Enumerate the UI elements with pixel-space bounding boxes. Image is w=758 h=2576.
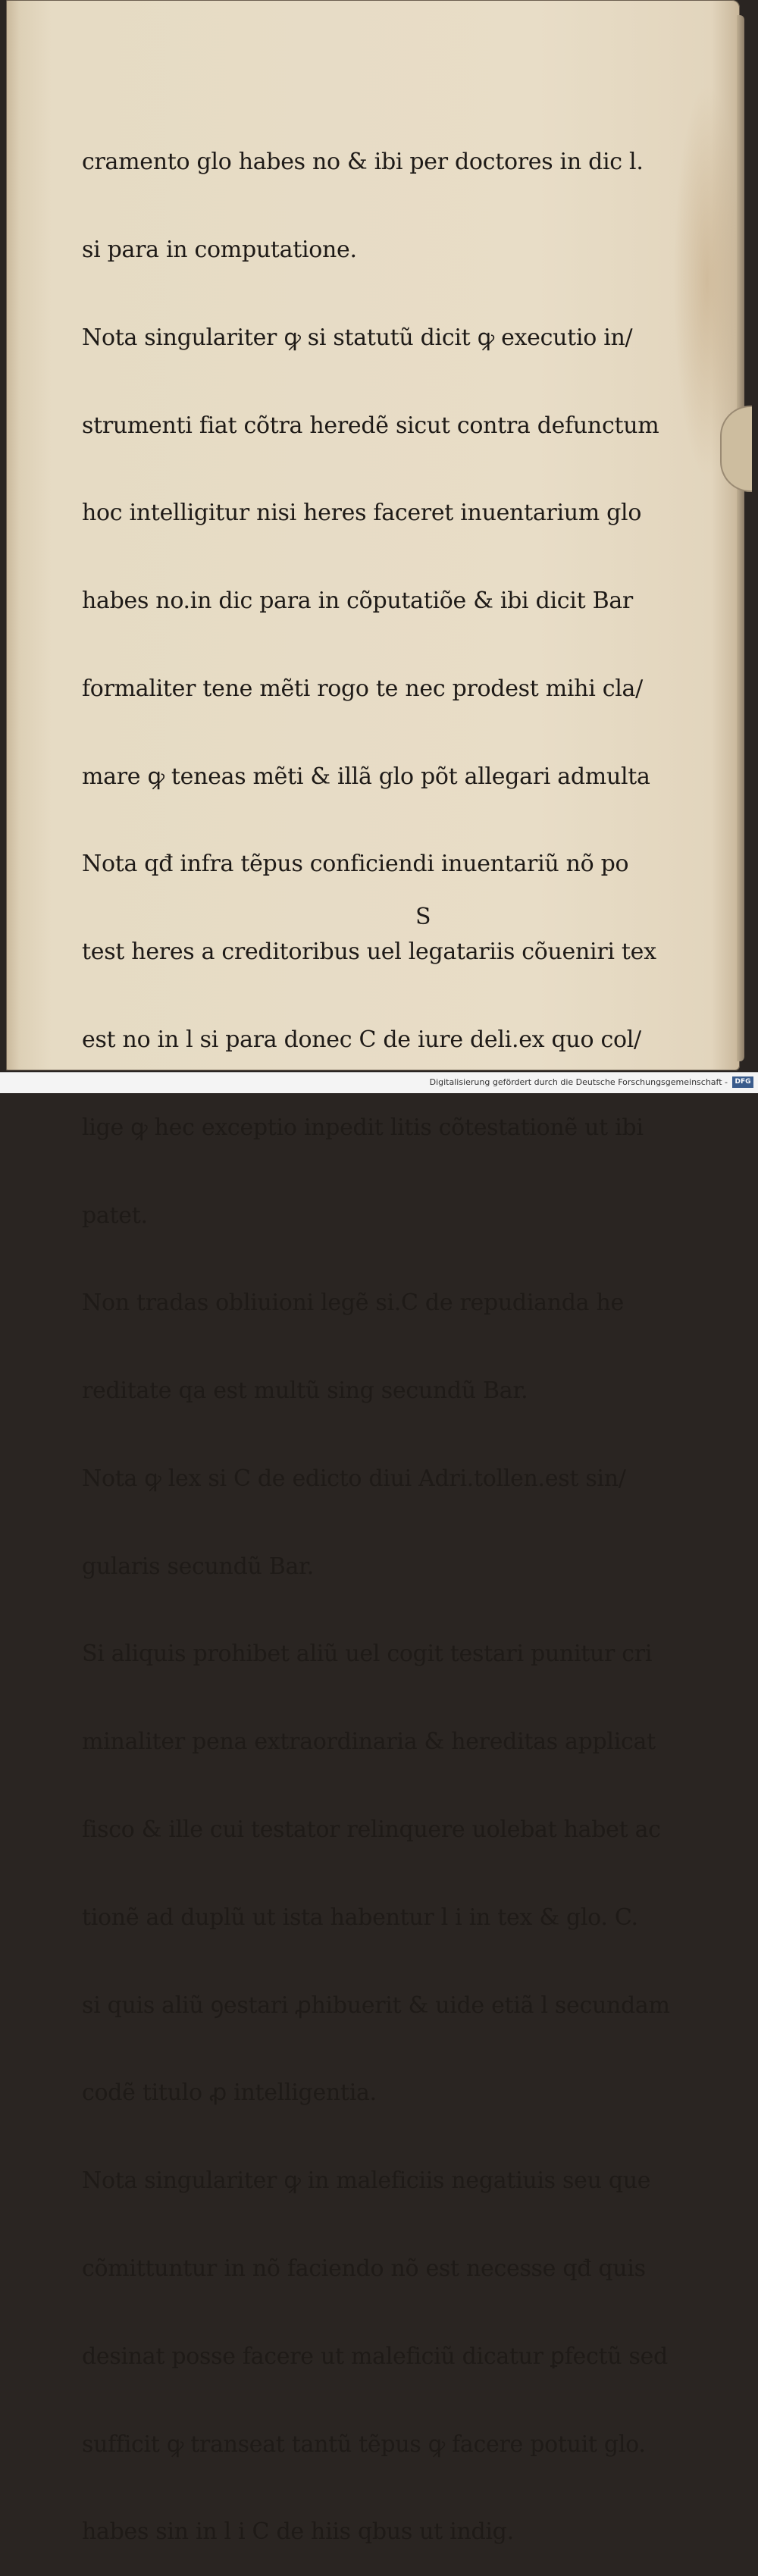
text-line: minaliter pena extraordinaria & hereditas applicat [82, 1728, 656, 1756]
signature-mark: S [415, 904, 431, 930]
text-line: Nota qđ infra tẽpus conficiendi inuentariũ nõ po [82, 851, 629, 878]
text-line: habes sin in l i C de hiis qbus ut indig. [82, 2518, 514, 2546]
text-line: est no in l si para donec C de iure deli.ex quo col/ [82, 1026, 641, 1053]
text-line: test heres a creditoribus uel legatariis cõueniri tex [82, 939, 656, 966]
text-line: si para in computatione. [82, 236, 357, 263]
text-line: Nota singulariter ꝙ si statutũ dicit ꝙ executio in/ [82, 324, 633, 351]
printed-text-block [82, 89, 670, 2576]
text-line: sufficit ꝙ transeat tantũ tẽpus ꝙ facere potuit glo. [82, 2430, 646, 2458]
text-line: hoc intelligitur nisi heres faceret inuentarium glo [82, 500, 642, 527]
text-line: gularis secundũ Bar. [82, 1553, 315, 1580]
text-line: patet. [82, 1202, 148, 1229]
text-line: codẽ titulo ꝓ intelligentia. [82, 2079, 377, 2107]
text-line: Nota ꝙ lex si C de edicto diui Adri.tollen.est sin/ [82, 1465, 626, 1492]
text-line: cõmittuntur in nõ faciendo nõ est necesse qđ quis [82, 2255, 646, 2282]
text-line: formaliter tene mẽti rogo te nec prodest mihi cla/ [82, 675, 643, 702]
text-line: cramento glo habes no & ibi per doctores in dic l. [82, 149, 644, 176]
page-tab-marker [720, 406, 752, 492]
text-line: fisco & ille cui testator relinquere uolebat habet ac [82, 1816, 661, 1844]
text-line: mare ꝙ teneas mẽti & illã glo põt allegari admulta [82, 763, 650, 790]
text-line: reditate qa est multũ sing secundũ Bar. [82, 1377, 528, 1405]
text-line: habes no.in dic para in cõputatiõe & ibi dicit Bar [82, 588, 633, 615]
text-line: si quis aliũ ꝯestari ꝓhibuerit & uide etiã l secundam [82, 1992, 670, 2019]
text-line: Nota singulariter ꝙ in maleficiis negatiuis seu que [82, 2167, 651, 2195]
text-line: lige ꝙ hec exceptio inpedit litis cõtestationẽ ut ibi [82, 1114, 644, 1141]
text-line: Non tradas obliuioni legẽ si.C de repudianda he [82, 1290, 624, 1317]
text-line: tionẽ ad duplũ ut ista habentur l i in tex & glo. C. [82, 1904, 638, 1931]
text-line: Si aliquis prohibet aliũ uel cogit testari punitur cri [82, 1641, 653, 1668]
footer-bar [0, 1072, 758, 1093]
text-line: strumenti fiat cõtra heredẽ sicut contra defunctum [82, 412, 659, 439]
text-line: desinat posse facere ut maleficiũ dicatur ꝑfectũ sed [82, 2343, 668, 2370]
funding-credit: Digitalisierung gefördert durch die Deutsche Forschungsgemeinschaft - [429, 1077, 728, 1087]
dfg-logo-icon: DFG [732, 1076, 753, 1088]
